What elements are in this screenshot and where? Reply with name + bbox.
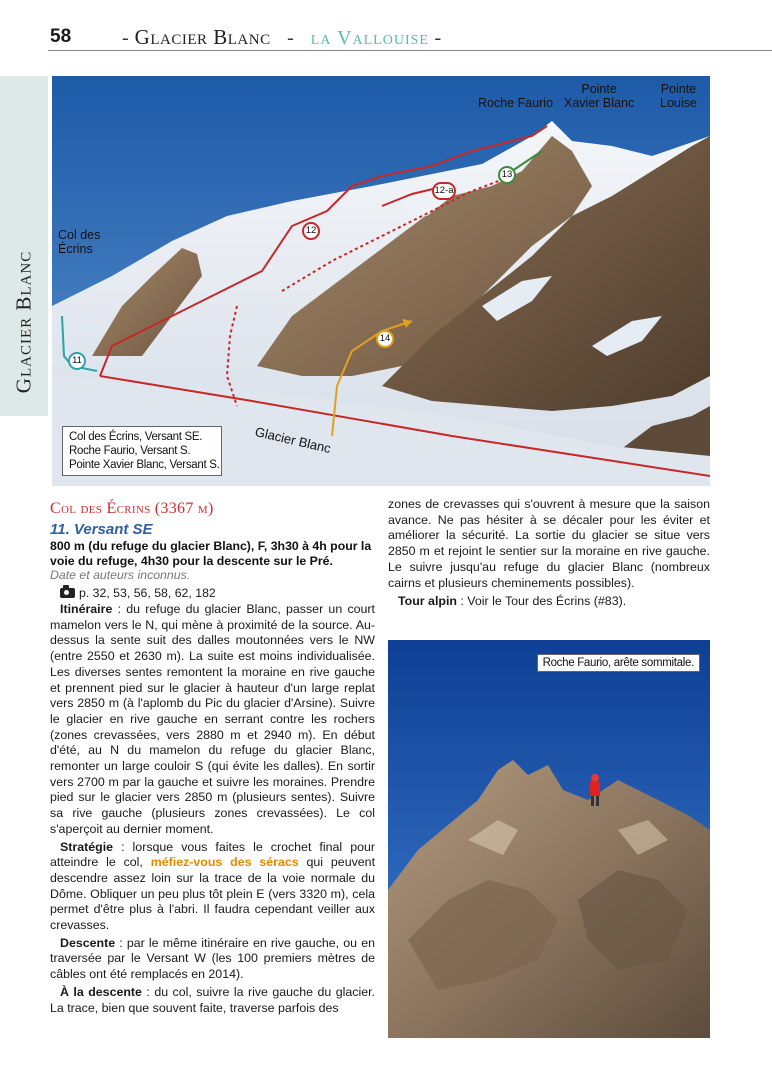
route-marker-11: 11 <box>68 352 86 370</box>
strategie-text-b: qui peuvent descendre assez loin sur la trace de la voie normale du Dôme. Obliquer un peu plus tôt plein E (vers 3320 m), cela permet d'être plus à l'abri. Il faudra cependant veiller aux crevasses. <box>50 855 376 933</box>
photo-references <box>50 585 375 602</box>
left-column <box>50 500 375 1018</box>
paragraph-itineraire <box>50 602 375 838</box>
title-dash-left: - <box>122 27 130 49</box>
descente-label: Descente <box>60 935 116 950</box>
title-separator: - <box>287 27 295 49</box>
side-tab <box>0 76 48 416</box>
photo-legend <box>62 426 222 476</box>
a-la-descente-label: À la descente <box>60 984 142 999</box>
route-marker-13: 13 <box>498 166 516 184</box>
ridge-photo <box>388 640 710 1038</box>
right-column <box>388 497 710 612</box>
route-marker-12: 12 <box>302 222 320 240</box>
itineraire-label: Itinéraire <box>60 602 113 616</box>
header-rule <box>48 50 772 51</box>
photo-caption: Roche Faurio, arête sommitale. <box>537 654 700 672</box>
route-authors: Date et auteurs inconnus. <box>50 568 191 582</box>
camera-icon <box>60 588 75 598</box>
route-title: 11. Versant SE <box>50 521 153 538</box>
label-col-des-ecrins: Col des Écrins <box>58 228 101 256</box>
route-photo <box>52 76 710 486</box>
tour-alpin-label: Tour alpin <box>398 594 457 609</box>
page-number: 58 <box>50 26 72 47</box>
tour-alpin-text: : Voir le Tour des Écrins (#83). <box>456 594 627 609</box>
label-pointe-xavier-blanc: Pointe Xavier Blanc <box>564 82 635 110</box>
paragraph-descente <box>50 936 375 983</box>
paragraph-tour-alpin <box>388 594 710 610</box>
page-header <box>0 0 772 56</box>
a-la-descente-text: : du col, suivre la rive gauche du glacier. La trace, bien que souvent faite, traverse parfois des <box>50 984 375 1015</box>
title-part-glacier-blanc: Glacier Blanc <box>134 25 271 49</box>
legend-line: Pointe Xavier Blanc, Versant S. <box>69 459 220 471</box>
legend-line: Col des Écrins, Versant SE. <box>69 431 203 443</box>
label-glacier-blanc: Glacier Blanc <box>253 424 333 457</box>
strategie-highlight: méfiez-vous des séracs <box>150 855 299 870</box>
legend-line: Roche Faurio, Versant S. <box>69 445 191 457</box>
paragraph-continuation: zones de crevasses qui s'ouvrent à mesure que la saison avance. Ne pas hésiter à se décaler pour les éviter et améliorer la sécurité. La sortie du glacier se situe vers 2850 m et rejoint le sentier sur la moraine en rive gauche. Le suivre jusqu'au refuge du glacier Blanc (nombreux cairns et plusieurs cheminements possibles). <box>388 497 710 590</box>
label-roche-faurio: Roche Faurio <box>478 96 554 110</box>
itineraire-text: : du refuge du glacier Blanc, passer un court mamelon vers le N, qui mène à proximité de la source. Au-dessus la sente suit des dalles moutonnées vers le NW (entre 2550 et 2630 m). La suite est moins individualisée. Les diverses sentes remontent la moraine en rive gauche et prennent pied sur le glacier à hauteur d'un large replat vers 2850 m (à l'aplomb du Pic du glacier d'Arsine). Suivre le glacier en rive gauche en serrant contre les rochers (zones crevassées, vers 2880 m et 2940 m). En début d'été, au N du mamelon du refuge du glacier Blanc, remonter un large couloir S (qui évite les dalles). En sortir vers 2700 m par la gauche et suivre les moraines. Prendre pied sur le glacier vers 2850 m (plusieurs sentes). Suivre sa rive gauche (plusieurs zones crevassées). Le col s'aperçoit au dernier moment. <box>50 602 375 836</box>
running-title <box>122 25 442 50</box>
mountain-illustration <box>52 76 710 486</box>
route-marker-12a: 12-a <box>432 182 456 200</box>
strategie-text-a: : lorsque vous faites le crochet final pour atteindre le col, <box>50 839 375 870</box>
title-dash-right: - <box>434 27 442 49</box>
title-part-vallouise: la Vallouise <box>310 27 429 49</box>
route-info: 800 m (du refuge du glacier Blanc), F, 3h30 à 4h pour la voie du refuge, 4h30 pour la descente sur le Pré. <box>50 539 372 568</box>
route-marker-14: 14 <box>376 330 394 348</box>
paragraph-strategie <box>50 840 375 934</box>
section-title: Col des Écrins (3367 m) <box>50 500 214 517</box>
label-pointe-louise: Pointe Louise <box>660 82 697 110</box>
ridge-illustration <box>388 640 710 1038</box>
side-tab-label: Glacier Blanc <box>11 250 36 394</box>
strategie-label: Stratégie <box>60 839 114 854</box>
descente-text: : par le même itinéraire en rive gauche, ou en traversée par le Versant W (les 100 premiers mètres de câbles ont été remplacés en 2014). <box>50 935 375 982</box>
photo-pages: p. 32, 53, 56, 58, 62, 182 <box>79 586 216 600</box>
paragraph-a-la-descente <box>50 985 375 1016</box>
